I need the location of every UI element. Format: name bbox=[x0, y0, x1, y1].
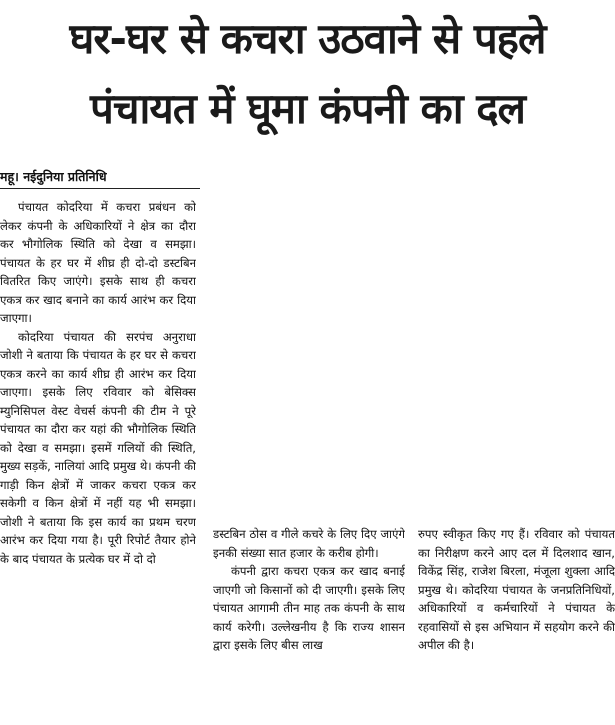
paragraph: कोदरिया पंचायत की सरपंच अनुराधा जोशी ने बताया कि पंचायत के हर घर से कचरा एकत्र करने का कार्य शीघ्र ही आरंभ कर दिया जाएगा। इसके लिए रविवार को बेसिक्स म्युनिसिपल वेस्ट वेचर्स कंपनी की टीम ने पूरे पंचायत का दौरा कर यहां की भौगोलिक स्थिति को देखा व समझा। इसमें गलियों की स्थिति, मुख्य सड़कें, नालियां आदि प्रमुख थे। कंपनी की गाड़ी किन क्षेत्रों में जाकर कचरा एकत्र कर सकेगी व किन क्षेत्रों में नहीं यह भी समझा। जोशी ने बताया कि इस कार्य का प्रथम चरण आरंभ कर दिया गया है। पूरी रिपोर्ट तैयार होने के बाद पंचायत के प्रत्येक घर में दो दो bbox=[0, 329, 196, 566]
paragraph: कंपनी द्वारा कचरा एकत्र कर खाद बनाई जाएगी जो किसानों को दी जाएगी। इसके लिए पंचायत आगामी तीन माह तक कंपनी के साथ कार्य करेगी। उल्लेखनीय है कि राज्य शासन द्वारा इसके लिए बीस लाख bbox=[213, 564, 405, 652]
article-column-1 bbox=[0, 198, 196, 725]
article-column-2 bbox=[213, 525, 405, 725]
paragraph: रुपए स्वीकृत किए गए हैं। रविवार को पंचायत का निरीक्षण करने आए दल में दिलशाद खान, विकेंद्र सिंह, राजेश बिरला, मंजूला शुक्ला आदि प्रमुख थे। कोदरिया पंचायत के जनप्रतिनिधियों, अधिकारियों व कर्मचारियों ने पंचायत के रहवासियों से इस अभियान में सहयोग करने की अपील की है। bbox=[418, 527, 615, 652]
paragraph: डस्टबिन ठोस व गीले कचरे के लिए दिए जाएंगे इनकी संख्या सात हजार के करीब होगी। bbox=[213, 527, 405, 560]
headline-line-2: पंचायत में घूमा कंपनी का दल bbox=[90, 84, 525, 133]
byline: महू। नईदुनिया प्रतिनिधि bbox=[0, 168, 200, 189]
paragraph: पंचायत कोदरिया में कचरा प्रबंधन को लेकर कंपनी के अधिकारियों ने क्षेत्र का दौरा कर भौगोलिक स्थिति को देखा व समझा। पंचायत के हर घर में शीघ्र ही दो-दो डस्टबिन वितरित किए जाएंगे। इसके साथ ही कचरा एकत्र कर खाद बनाने का कार्य आरंभ कर दिया जाएगा। bbox=[0, 200, 196, 325]
headline-line-1: घर-घर से कचरा उठवाने से पहले bbox=[69, 14, 546, 63]
article-column-3 bbox=[418, 525, 615, 725]
